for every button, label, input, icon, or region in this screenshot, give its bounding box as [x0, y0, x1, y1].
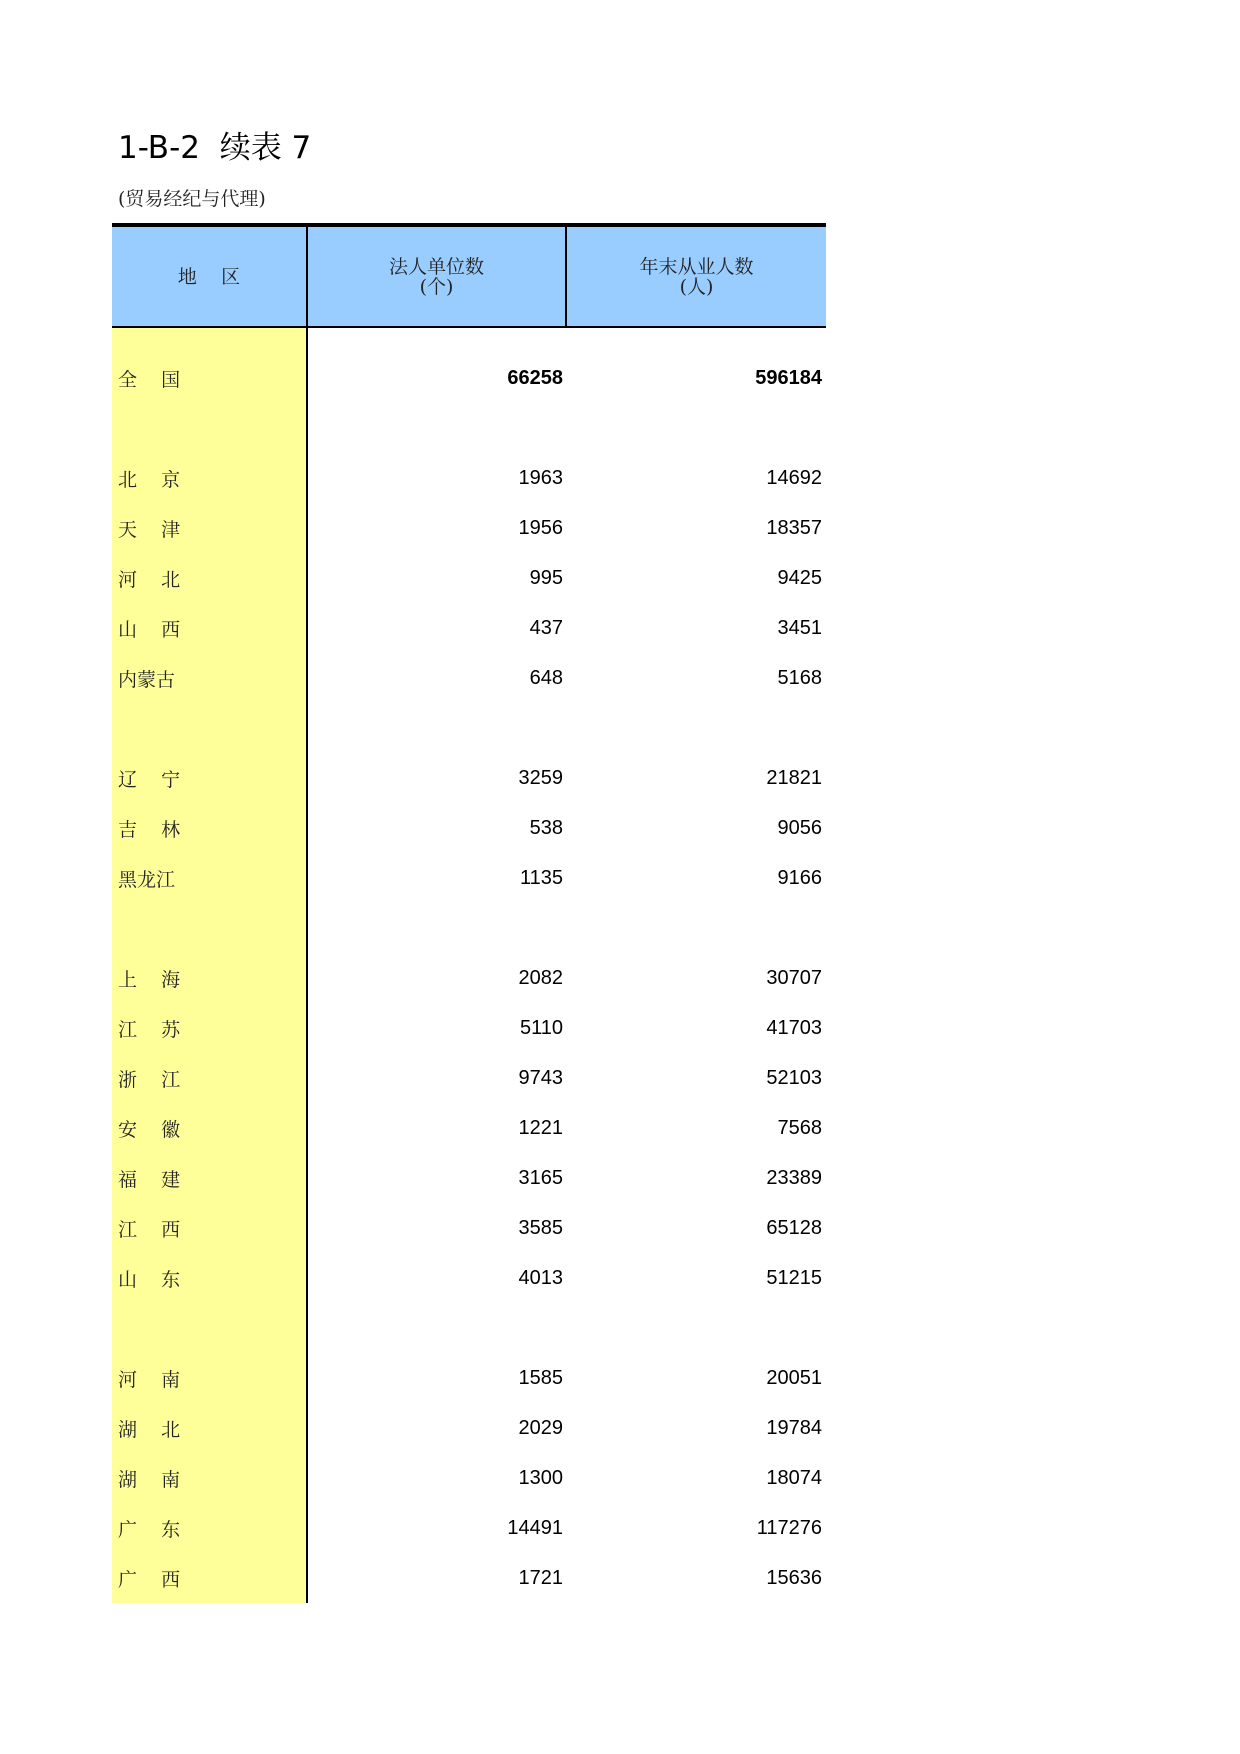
employees-cell: 15636: [766, 1566, 822, 1589]
region-cell: 山 西: [118, 618, 181, 641]
region-cell: 广 西: [118, 1568, 181, 1591]
employees-cell: 14692: [766, 466, 822, 489]
units-cell: 2082: [518, 966, 563, 989]
table-row: [112, 1553, 826, 1603]
table-row: [112, 753, 826, 803]
table-row: [112, 1403, 826, 1453]
units-cell: 3585: [518, 1216, 563, 1239]
units-cell: 437: [529, 616, 563, 639]
table-row: [112, 803, 826, 853]
units-cell: 1963: [518, 466, 563, 489]
units-cell: 1221: [518, 1116, 563, 1139]
spacer: [112, 703, 826, 753]
employees-cell: 9425: [777, 566, 822, 589]
units-cell: 14491: [507, 1516, 563, 1539]
employees-cell: 19784: [766, 1416, 822, 1439]
region-cell: 湖 南: [118, 1468, 181, 1491]
table-row: [112, 653, 826, 703]
region-cell: 山 东: [118, 1268, 181, 1291]
table-row: [112, 953, 826, 1003]
employees-cell: 18357: [766, 516, 822, 539]
region-cell: 辽 宁: [118, 768, 181, 791]
region-cell: 江 西: [118, 1218, 181, 1241]
header-employees-unit: (人): [679, 275, 714, 298]
region-cell: 吉 林: [118, 818, 181, 841]
header-region-label: 地 区: [177, 265, 241, 288]
employees-cell: 7568: [777, 1116, 822, 1139]
units-cell: 4013: [518, 1266, 563, 1289]
units-cell: 5110: [519, 1016, 563, 1039]
region-cell: 浙 江: [118, 1068, 181, 1091]
header-employees: [567, 227, 826, 326]
table-row: [112, 1003, 826, 1053]
employees-cell: 20051: [766, 1366, 822, 1389]
region-cell: 广 东: [118, 1518, 181, 1541]
units-cell: 1585: [518, 1366, 563, 1389]
region-cell: 上 海: [118, 968, 181, 991]
table-row: [112, 1103, 826, 1153]
region-cell: 安 徽: [118, 1118, 181, 1141]
table-row: [112, 603, 826, 653]
table-row: [112, 1153, 826, 1203]
employees-cell: 65128: [766, 1216, 822, 1239]
region-cell: 福 建: [118, 1168, 181, 1191]
header-region: [112, 227, 308, 326]
units-cell: 1721: [518, 1566, 563, 1589]
employees-cell: 9056: [777, 816, 822, 839]
employees-cell: 30707: [766, 966, 822, 989]
units-cell: 66258: [507, 366, 563, 389]
employees-cell: 117276: [756, 1516, 822, 1539]
employees-cell: 9166: [777, 866, 822, 889]
units-cell: 3259: [518, 766, 563, 789]
table-row: [112, 453, 826, 503]
table-header: [112, 227, 826, 328]
units-cell: 1135: [519, 866, 563, 889]
header-units: [308, 227, 567, 326]
table-row: [112, 1503, 826, 1553]
table-row: [112, 1053, 826, 1103]
table-row: [112, 1353, 826, 1403]
region-cell: 湖 北: [118, 1418, 181, 1441]
employees-cell: 3451: [777, 616, 822, 639]
units-cell: 648: [529, 666, 563, 689]
units-cell: 1956: [518, 516, 563, 539]
region-cell: 黑龙江: [118, 868, 176, 891]
spacer: [112, 903, 826, 953]
region-cell: 江 苏: [118, 1018, 181, 1041]
header-units-unit: (个): [419, 275, 454, 298]
spacer: [112, 403, 826, 453]
region-cell: 河 南: [118, 1368, 181, 1391]
table-rows: [112, 328, 826, 1603]
table-row: [112, 1203, 826, 1253]
header-employees-label: 年末从业人数: [639, 255, 754, 278]
units-cell: 3165: [518, 1166, 563, 1189]
employees-cell: 41703: [766, 1016, 822, 1039]
employees-cell: 52103: [766, 1066, 822, 1089]
statistics-table: [112, 223, 826, 1603]
table-body: [112, 328, 826, 1603]
units-cell: 9743: [518, 1066, 563, 1089]
page-subtitle: (贸易经纪与代理): [118, 188, 266, 210]
region-cell: 河 北: [118, 568, 181, 591]
employees-cell: 21821: [766, 766, 822, 789]
table-row: [112, 503, 826, 553]
units-cell: 1300: [518, 1466, 563, 1489]
spacer: [112, 328, 826, 353]
employees-cell: 18074: [766, 1466, 822, 1489]
table-row: [112, 1253, 826, 1303]
employees-cell: 596184: [755, 366, 822, 389]
employees-cell: 5168: [777, 666, 822, 689]
region-cell: 天 津: [118, 518, 181, 541]
header-units-label: 法人单位数: [388, 255, 484, 278]
table-row: [112, 853, 826, 903]
units-cell: 538: [529, 816, 563, 839]
units-cell: 2029: [518, 1416, 563, 1439]
table-row: [112, 553, 826, 603]
units-cell: 995: [529, 566, 563, 589]
region-cell: 北 京: [118, 468, 181, 491]
page-title: 1-B-2 续表 7: [118, 130, 312, 166]
table-row: [112, 1453, 826, 1503]
employees-cell: 23389: [766, 1166, 822, 1189]
table-row-total: [112, 353, 826, 403]
employees-cell: 51215: [766, 1266, 822, 1289]
region-cell: 全 国: [118, 368, 181, 391]
region-cell: 内蒙古: [118, 668, 176, 691]
spacer: [112, 1303, 826, 1353]
